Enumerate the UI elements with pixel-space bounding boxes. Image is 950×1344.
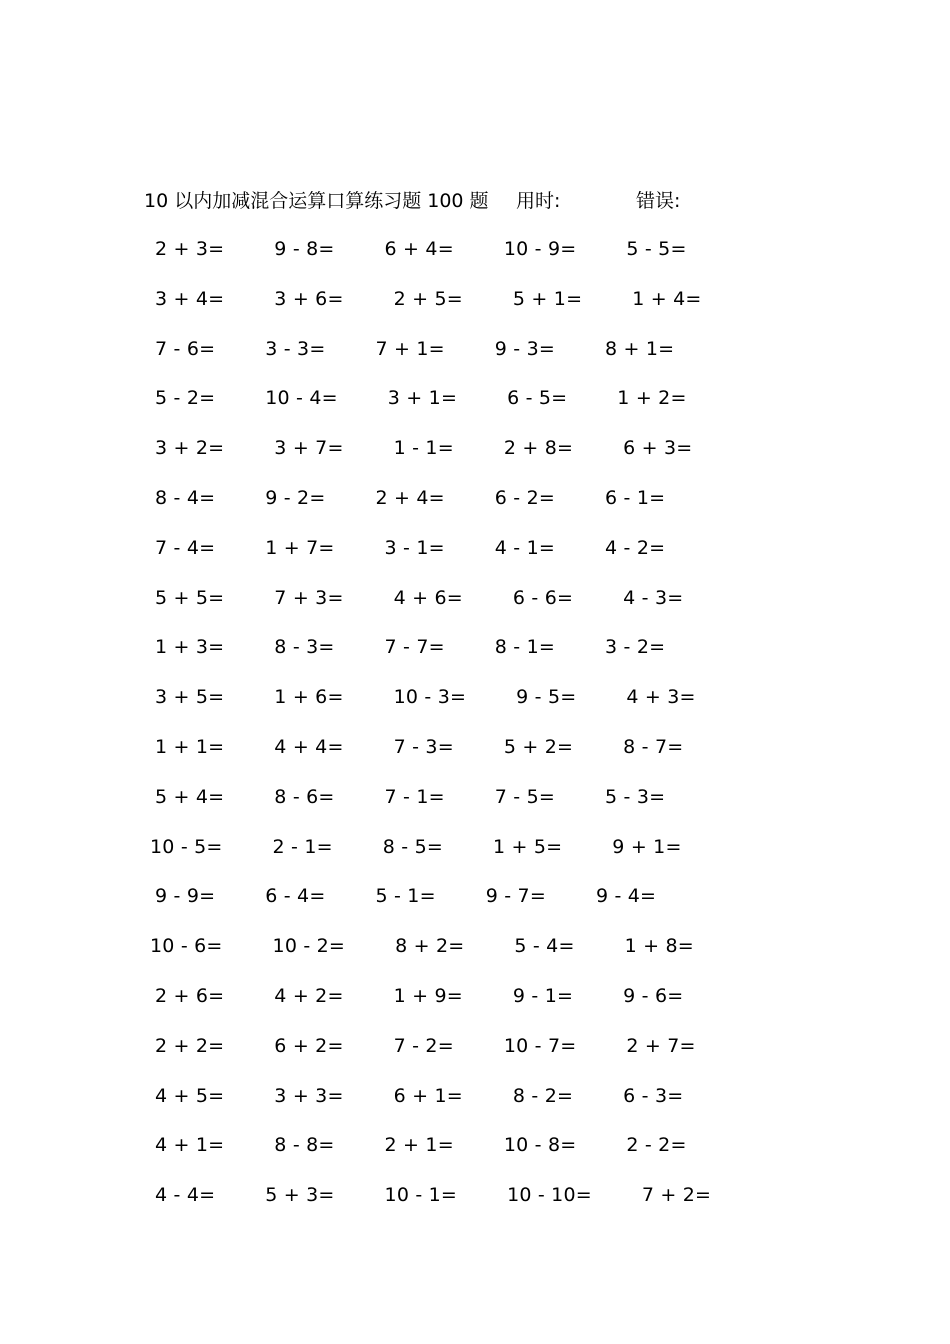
math-problem: 9 - 6= (623, 985, 684, 1007)
math-problem: 3 + 1= (387, 387, 458, 410)
math-problem: 3 + 2= (155, 437, 225, 460)
math-problem: 2 + 3= (155, 238, 225, 260)
math-problem: 1 + 9= (393, 985, 463, 1007)
math-problem: 9 - 1= (512, 985, 574, 1007)
math-problem: 10 - 7= (503, 1034, 577, 1057)
math-problem: 9 - 5= (516, 686, 577, 709)
math-problem: 4 + 3= (626, 686, 696, 709)
math-problem: 7 + 3= (274, 586, 344, 609)
worksheet-header (144, 186, 764, 216)
math-problem: 5 + 2= (503, 736, 574, 758)
math-problem: 4 + 2= (274, 985, 344, 1007)
math-problem: 5 + 3= (265, 1184, 335, 1207)
math-problem: 2 + 5= (393, 287, 463, 310)
math-problem: 9 - 8= (274, 238, 335, 260)
math-problem: 6 + 1= (393, 1084, 463, 1107)
math-problem: 2 + 4= (375, 487, 445, 509)
math-problem: 2 - 1= (272, 835, 333, 858)
math-problem: 8 - 4= (155, 487, 216, 509)
math-problem: 1 + 1= (155, 736, 225, 758)
math-problem: 9 - 7= (485, 885, 546, 908)
math-problem: 9 - 9= (155, 885, 216, 908)
math-problem: 7 - 7= (384, 636, 445, 659)
math-problem: 4 + 6= (393, 586, 463, 609)
math-problem: 7 + 2= (641, 1184, 712, 1207)
math-problem: 3 + 6= (274, 287, 344, 310)
math-problem: 6 - 5= (507, 387, 568, 410)
math-problem: 5 - 3= (605, 785, 666, 808)
math-problem: 5 - 4= (514, 935, 575, 958)
math-problem: 1 - 1= (393, 437, 454, 460)
math-problem: 10 - 3= (393, 686, 467, 709)
math-problem: 8 - 2= (512, 1084, 574, 1107)
math-problem: 2 - 2= (626, 1134, 687, 1157)
math-problem: 4 - 4= (155, 1184, 216, 1207)
math-problem: 10 - 6= (150, 935, 223, 958)
math-problem: 10 - 4= (265, 387, 338, 410)
math-problem: 1 + 7= (265, 536, 335, 559)
math-problem: 2 + 2= (155, 1034, 225, 1057)
math-problem: 6 - 2= (494, 487, 555, 509)
math-problem: 7 - 2= (393, 1034, 454, 1057)
math-problem: 7 + 1= (375, 337, 445, 360)
math-problem: 5 + 4= (155, 785, 225, 808)
math-problem: 10 - 2= (272, 935, 346, 958)
math-problem: 5 - 1= (375, 885, 436, 908)
math-problem: 2 + 8= (503, 437, 574, 460)
errors-label: 错误: (636, 190, 681, 212)
math-problem: 7 - 1= (384, 785, 445, 808)
math-problem: 7 - 6= (155, 337, 216, 360)
math-problem: 3 + 3= (274, 1084, 344, 1107)
math-problem: 5 - 5= (626, 238, 687, 260)
math-problem: 1 + 6= (274, 686, 344, 709)
math-problem: 4 - 1= (494, 536, 555, 559)
math-problem: 6 + 4= (384, 238, 454, 260)
math-problem: 10 - 5= (150, 835, 223, 858)
math-problem: 8 + 2= (395, 935, 465, 958)
math-problem: 6 - 6= (512, 586, 574, 609)
math-problem: 1 + 2= (617, 387, 687, 410)
math-problem: 10 - 1= (384, 1184, 458, 1207)
math-problem: 9 + 1= (612, 835, 682, 858)
math-problem: 10 - 10= (507, 1184, 592, 1207)
math-problem: 9 - 2= (265, 487, 326, 509)
math-problem: 8 + 1= (605, 337, 675, 360)
math-problem: 8 - 1= (494, 636, 555, 659)
time-used-label: 用时: (516, 190, 561, 212)
math-problem: 6 + 3= (623, 437, 693, 460)
math-problem: 1 + 8= (624, 935, 694, 958)
math-problem: 5 + 5= (155, 586, 225, 609)
math-problem: 3 + 5= (155, 686, 225, 709)
math-problem: 4 + 4= (274, 736, 344, 758)
math-problem: 1 + 4= (632, 287, 702, 310)
math-problem: 2 + 7= (626, 1034, 696, 1057)
math-problem: 4 + 5= (155, 1084, 225, 1107)
math-problem: 1 + 5= (493, 835, 563, 858)
math-problem: 3 + 7= (274, 437, 344, 460)
math-problem: 3 - 1= (384, 536, 445, 559)
math-problem: 10 - 9= (503, 238, 577, 260)
math-problem: 8 - 6= (274, 785, 335, 808)
math-problem: 5 - 2= (155, 387, 216, 410)
math-problem: 8 - 8= (274, 1134, 335, 1157)
math-problem: 8 - 3= (274, 636, 335, 659)
math-problem: 8 - 7= (623, 736, 684, 758)
math-problem: 10 - 8= (503, 1134, 577, 1157)
math-problem: 2 + 6= (155, 985, 225, 1007)
math-problem: 7 - 5= (494, 785, 555, 808)
math-problem: 6 + 2= (274, 1034, 344, 1057)
math-problem: 9 - 4= (595, 885, 657, 908)
worksheet-title: 10 以内加减混合运算口算练习题 100 题 (144, 190, 489, 212)
math-problem: 6 - 3= (623, 1084, 684, 1107)
math-problem: 7 - 4= (155, 536, 216, 559)
math-problem: 6 - 1= (605, 487, 666, 509)
math-problem: 3 + 4= (155, 287, 225, 310)
math-problem: 8 - 5= (382, 835, 443, 858)
math-problem: 9 - 3= (494, 337, 555, 360)
math-problem: 6 - 4= (265, 885, 326, 908)
math-problem: 5 + 1= (512, 287, 583, 310)
math-problem: 3 - 2= (605, 636, 666, 659)
math-problem: 7 - 3= (393, 736, 454, 758)
math-problem: 4 - 2= (605, 536, 666, 559)
math-problem: 4 + 1= (155, 1134, 225, 1157)
math-problem: 4 - 3= (623, 586, 684, 609)
math-problem: 2 + 1= (384, 1134, 454, 1157)
math-problem: 1 + 3= (155, 636, 225, 659)
math-problem: 3 - 3= (265, 337, 326, 360)
